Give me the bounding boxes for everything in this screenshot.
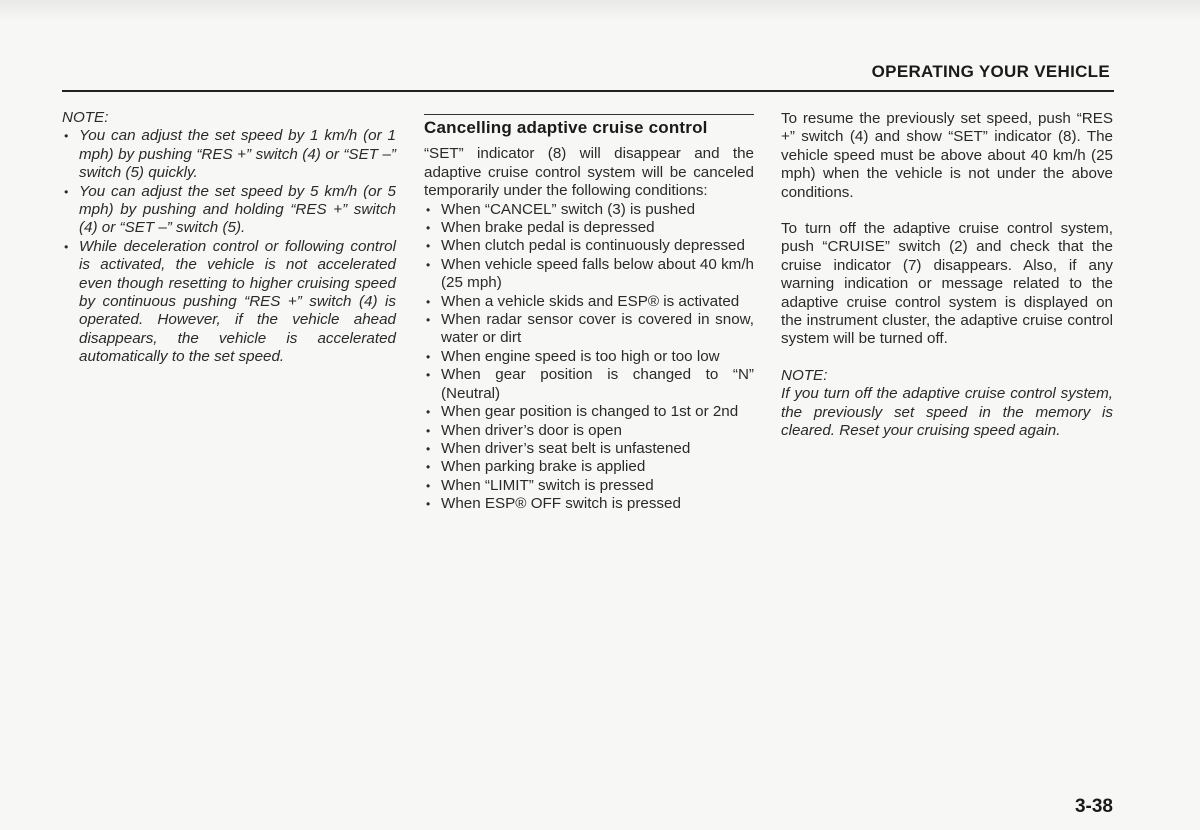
list-item: • When a vehicle skids and ESP® is activated <box>424 293 754 311</box>
note-title: NOTE: <box>781 366 828 384</box>
resume-paragraph: To resume the previously set speed, push “RES +” switch (4) and show “SET” indicator (8). The vehicle speed must be above about 40 km/h (25 mph) when the vehicle is not under the above conditions. <box>781 110 1113 201</box>
section-top-rule <box>424 114 754 115</box>
list-item: • When clutch pedal is continuously depressed <box>424 237 754 255</box>
cancel-conditions-list <box>424 201 754 514</box>
note-title: NOTE: <box>62 109 109 126</box>
list-item: • When engine speed is too high or too low <box>424 348 754 366</box>
list-item: • When ESP® OFF switch is pressed <box>424 495 754 513</box>
list-item: • When “CANCEL” switch (3) is pushed <box>424 201 754 219</box>
list-item: • While deceleration control or following control is activated, the vehicle is not accelerated even though resetting to higher cruising speed by continuous pushing “RES +” switch (4) is operated. However, if the vehicle ahead disappears, the vehicle is accelerated automatically to the set speed. <box>62 238 396 367</box>
list-item: • You can adjust the set speed by 5 km/h (or 5 mph) by pushing and holding “RES +” switch (4) or “SET –” switch (5). <box>62 183 396 238</box>
page-number: 3-38 <box>1074 796 1113 817</box>
section-intro: “SET” indicator (8) will disappear and the adaptive cruise control system will be canceled temporarily under the following conditions: <box>424 145 754 200</box>
list-item: • When brake pedal is depressed <box>424 219 754 237</box>
list-item: • When parking brake is applied <box>424 458 754 476</box>
turn-off-paragraph: To turn off the adaptive cruise control system, push “CRUISE” switch (2) and check that the cruise indicator (7) disappears. Also, if any warning indication or message related to the adaptive cruise control system is displayed on the instrument cluster, the adaptive cruise control system will be turned off. <box>781 220 1113 348</box>
list-item: • When “LIMIT” switch is pressed <box>424 477 754 495</box>
left-column <box>62 109 396 367</box>
page-header-title: OPERATING YOUR VEHICLE <box>871 62 1110 81</box>
list-item: • You can adjust the set speed by 1 km/h (or 1 mph) by pushing “RES +” switch (4) or “SET –” switch (5) quickly. <box>62 127 396 182</box>
header-divider <box>62 90 1114 92</box>
note-list <box>62 127 396 366</box>
note-text: If you turn off the adaptive cruise control system, the previously set speed in the memory is cleared. Reset your cruising speed again. <box>781 385 1113 440</box>
right-column <box>781 110 1113 441</box>
list-item: • When driver’s seat belt is unfastened <box>424 440 754 458</box>
list-item: • When radar sensor cover is covered in snow, water or dirt <box>424 311 754 348</box>
section-title: Cancelling adaptive cruise control <box>424 118 708 137</box>
list-item: • When vehicle speed falls below about 40 km/h (25 mph) <box>424 256 754 293</box>
list-item: • When gear position is changed to “N” (Neutral) <box>424 366 754 403</box>
list-item: • When driver’s door is open <box>424 422 754 440</box>
middle-column <box>424 114 754 514</box>
page-top-shadow <box>0 0 1200 22</box>
list-item: • When gear position is changed to 1st or 2nd <box>424 403 754 421</box>
